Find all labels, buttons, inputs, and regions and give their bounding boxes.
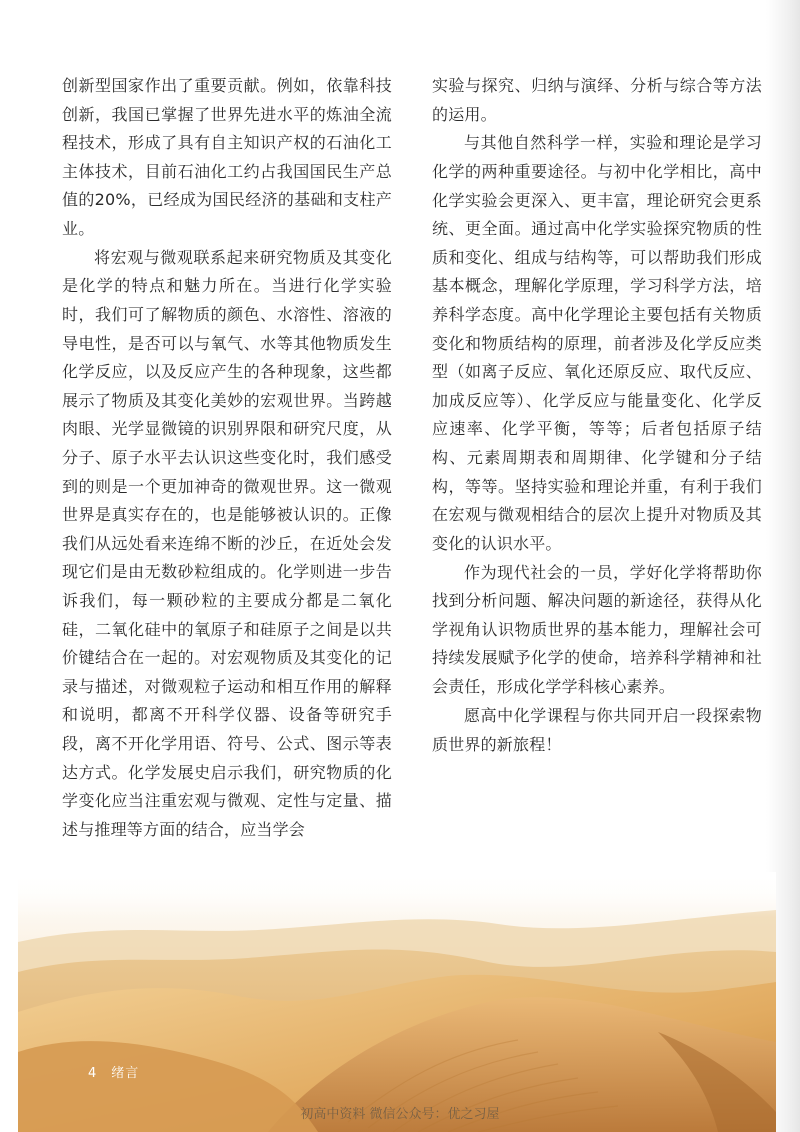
- right-paragraph-1: 实验与探究、归纳与演绎、分析与综合等方法的运用。: [432, 76, 762, 124]
- left-column: [62, 72, 392, 844]
- right-column: [432, 72, 762, 759]
- watermark-text: 初高中资料 微信公众号：优之习屋: [300, 1107, 500, 1122]
- right-paragraph-3: 作为现代社会的一员，学好化学将帮助你找到分析问题、解决问题的新途径，获得从化学视角认识物质世界的基本能力，理解社会可持续发展赋予化学的使命，培养科学精神和社会责任，形成化学学科核心素养。: [432, 562, 762, 697]
- right-paragraph-2: 与其他自然科学一样，实验和理论是学习化学的两种重要途径。与初中化学相比，高中化学实验会更深入、更丰富，理论研究会更系统、更全面。通过高中化学实验探究物质的性质和变化、组成与结构等，可以帮助我们形成基本概念，理解化学原理，学习科学方法，培养科学态度。高中化学理论主要包括有关物质变化和物质结构的原理，前者涉及化学反应类型（如离子反应、氧化还原反应、取代反应、加成反应等）、化学反应与能量变化、化学反应速率、化学平衡，等等；后者包括原子结构、元素周期表和周期律、化学键和分子结构，等等。坚持实验和理论并重，有利于我们在宏观与微观相结合的层次上提升对物质及其变化的认识水平。: [432, 133, 762, 553]
- left-paragraph-1: 创新型国家作出了重要贡献。例如，依靠科技创新，我国已掌握了世界先进水平的炼油全流程技术，形成了具有自主知识产权的石油化工主体技术，目前石油化工约占我国国民生产总值的20%，已经成为国民经济的基础和支柱产业。: [62, 76, 392, 238]
- right-paragraph-4: 愿高中化学课程与你共同开启一段探索物质世界的新旅程！: [432, 705, 762, 754]
- left-paragraph-2: 将宏观与微观联系起来研究物质及其变化是化学的特点和魅力所在。当进行化学实验时，我们可了解物质的颜色、水溶性、溶液的导电性，是否可以与氧气、水等其他物质发生化学反应，以及反应产生的各种现象，这些都展示了物质及其变化美妙的宏观世界。当跨越肉眼、光学显微镜的识别界限和研究尺度，从分子、原子水平去认识这些变化时，我们感受到的则是一个更加神奇的微观世界。这一微观世界是真实存在的，也是能够被认识的。正像我们从远处看来连绵不断的沙丘，在近处会发现它们是由无数砂粒组成的。化学则进一步告诉我们，每一颗砂粒的主要成分都是二氧化硅，二氧化硅中的氧原子和硅原子之间是以共价键结合在一起的。对宏观物质及其变化的记录与描述，对微观粒子运动和相互作用的解释和说明，都离不开科学仪器、设备等研究手段，离不开化学用语、符号、公式、图示等表达方式。化学发展史启示我们，研究物质的化学变化应当注重宏观与微观、定性与定量、描述与推理等方面的结合，应当学会: [62, 247, 392, 839]
- desert-dunes-image: [18, 872, 776, 1132]
- page-footer: [88, 1062, 153, 1081]
- page-number: 4: [88, 1066, 98, 1081]
- section-name: 绪言: [111, 1066, 140, 1081]
